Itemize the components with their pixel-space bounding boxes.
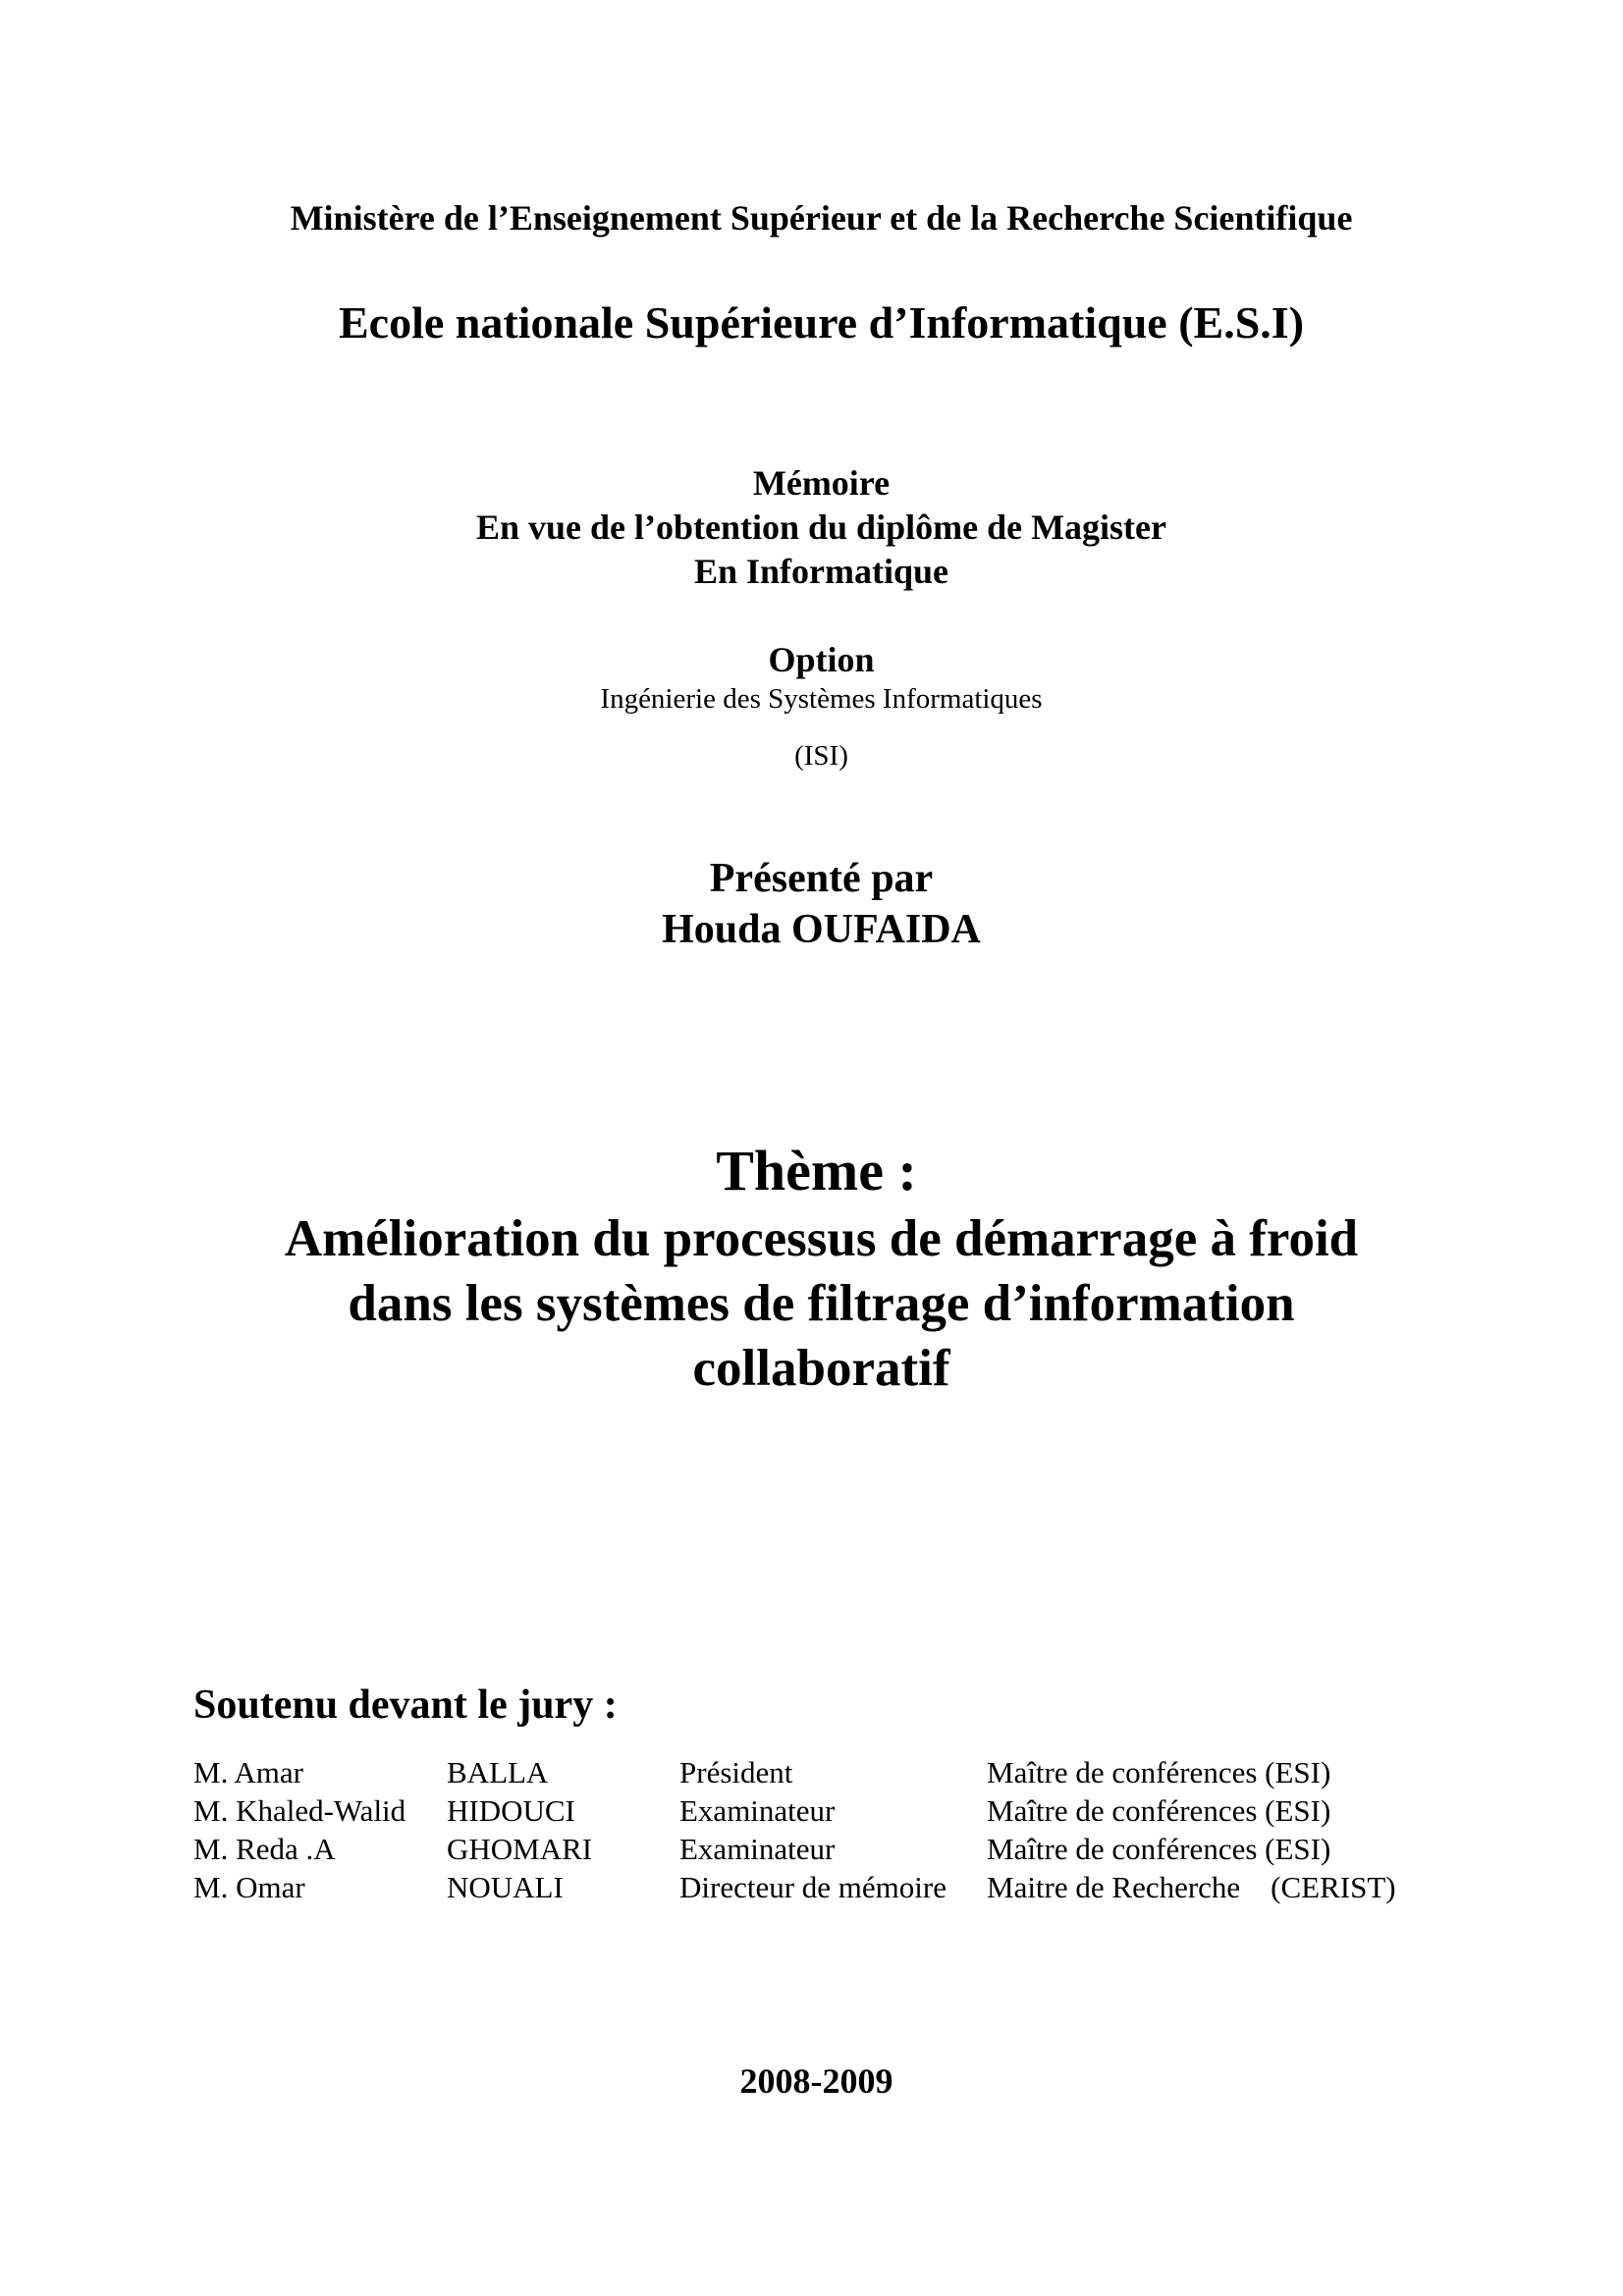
jury-role: Examinateur xyxy=(679,1793,836,1828)
jury-rank: Maître de conférences (ESI) xyxy=(987,1832,1331,1866)
jury-table xyxy=(193,1753,1431,1906)
option-abbreviation: (ISI) xyxy=(794,740,848,772)
jury-first-name: M. Khaled-Walid xyxy=(193,1793,406,1828)
jury-rank: Maitre de Recherche (CERIST) xyxy=(987,1870,1396,1904)
school-name: Ecole nationale Supérieure d’Informatique (E.S.I) xyxy=(338,297,1305,347)
diploma-purpose: En vue de l’obtention du diplôme de Magister xyxy=(475,507,1167,547)
jury-last-name: HIDOUCI xyxy=(447,1793,575,1828)
jury-rank: Maître de conférences (ESI) xyxy=(987,1793,1331,1828)
ministry-name: Ministère de l’Enseignement Supérieur et de la Recherche Scientifique xyxy=(290,198,1353,238)
jury-role: Directeur de mémoire xyxy=(679,1870,947,1904)
theme-title-line: Amélioration du processus de démarrage à froid xyxy=(284,1210,1359,1267)
theme-label: Thème : xyxy=(716,1139,917,1202)
diploma-field: En Informatique xyxy=(693,552,949,591)
option-value: Ingénierie des Systèmes Informatiques xyxy=(600,683,1043,715)
memoire-label: Mémoire xyxy=(752,463,891,503)
jury-first-name: M. Amar xyxy=(193,1755,303,1789)
jury-member-row xyxy=(193,1753,1431,1791)
jury-last-name: NOUALI xyxy=(447,1870,564,1904)
theme-title-line: collaboratif xyxy=(692,1340,950,1397)
jury-rank: Maître de conférences (ESI) xyxy=(987,1755,1331,1789)
jury-heading: Soutenu devant le jury : xyxy=(193,1682,618,1728)
jury-member-row xyxy=(193,1791,1431,1830)
jury-member-row xyxy=(193,1868,1431,1906)
author-name: Houda OUFAIDA xyxy=(662,907,981,952)
academic-year: 2008-2009 xyxy=(739,2061,893,2101)
jury-last-name: BALLA xyxy=(447,1755,549,1789)
jury-first-name: M. Omar xyxy=(193,1870,305,1904)
jury-role: Président xyxy=(679,1755,793,1789)
jury-member-row xyxy=(193,1830,1431,1868)
option-label: Option xyxy=(768,640,875,679)
jury-first-name: M. Reda .A xyxy=(193,1832,336,1866)
presented-by-label: Présenté par xyxy=(709,856,934,901)
jury-role: Examinateur xyxy=(679,1832,836,1866)
jury-last-name: GHOMARI xyxy=(447,1832,593,1866)
theme-title-line: dans les systèmes de filtrage d’information xyxy=(348,1275,1295,1332)
